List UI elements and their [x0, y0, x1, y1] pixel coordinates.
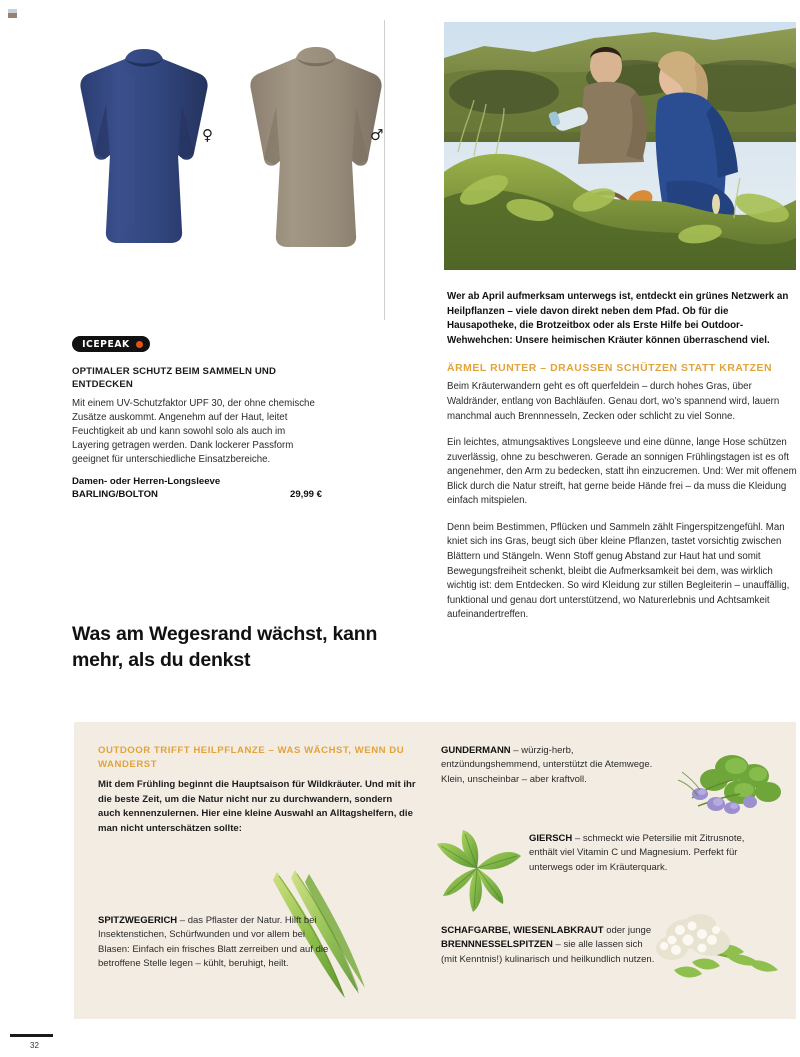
herb-name-spitzwegerich: SPITZWEGERICH [98, 915, 178, 926]
herb-name-giersch: GIERSCH [529, 833, 573, 844]
vertical-divider [384, 20, 385, 320]
product-price: 29,99 € [289, 488, 322, 500]
schafgarbe-plant-illustration [652, 912, 784, 1004]
male-symbol-icon: ♂ [370, 126, 384, 144]
herb-name-brennnesselspitzen: BRENNNESSELSPITZEN [441, 939, 553, 951]
product-photo-area [60, 20, 430, 320]
article-paragraph-1: Beim Kräuterwandern geht es oft querfeldein – durch hohes Gras, über Waldränder, entlang von Bachläufen. Genau dort, wo’s spannend wird, lauern manchmal auch Brennnesseln, Zecken oder schlicht zu viel Sonne. [447, 381, 780, 422]
herb-item-giersch [529, 832, 749, 875]
page-number: 32 [30, 1041, 39, 1050]
herb-panel-intro: Mit dem Frühling beginnt die Hauptsaison für Wildkräuter. Und mit ihr die beste Zeit, um die Natur nicht nur zu durchwandern, sondern auch kennenzulernen. Hier eine kleine Auswahl an Alltagshelfern, die man nicht unterschätzen sollte: [98, 779, 416, 834]
product-name-line2: BARLING/BOLTON [72, 488, 158, 500]
herb-text-schafgarbe: – sie alle lassen sich (mit Kenntnis!) kulinarisch und heilkundlich nutzen. [441, 939, 655, 965]
icepeak-logo-dot-icon [136, 341, 143, 348]
herb-text-giersch: – schmeckt wie Petersilie mit Zitrusnote, enthält viel Vitamin C und Magnesium. Perfekt für unterwegs oder im Kräuterquark. [529, 833, 745, 873]
footer-rule [10, 1034, 53, 1037]
gundermann-plant-illustration [674, 750, 786, 828]
article-column [447, 290, 797, 623]
herb-name-gundermann: GUNDERMANN [441, 745, 511, 756]
herb-mid-schafgarbe: oder junge [603, 925, 652, 936]
herb-panel-kicker: OUTDOOR TRIFFT HEILPFLANZE – WAS WÄCHST, WENN DU WANDERST [98, 745, 405, 770]
herb-name-schafgarbe: SCHAFGARBE, WIESENLABKRAUT [441, 925, 604, 936]
product-name-line1: Damen- oder Herren-Longsleeve [72, 475, 221, 487]
mens-longsleeve-photo [238, 43, 393, 265]
product-description: Mit einem UV-Schutzfaktor UPF 30, der ohne chemische Zusätze auskommt. Angenehm auf der Haut, leitet Feuchtigkeit ab und kann sowohl solo als auch im Layering getragen werden. Dank lockerer Passform geeignet für unterschiedliche Einsatzbereiche. [72, 398, 315, 465]
giersch-plant-illustration [429, 830, 525, 916]
article-lede: Wer ab April aufmerksam unterwegs ist, entdeckt ein grünes Netzwerk an Heilpflanzen – viele davon direkt neben dem Pfad. Ob für die Hausapotheke, die Brotzeitbox oder als Erste Hilfe bei Outdoor-Wehwehchen: Unsere heimischen Kräuter können überraschend viel. [447, 291, 789, 347]
icepeak-logo-text: ICEPEAK [82, 338, 130, 350]
herb-item-spitzwegerich [98, 914, 336, 971]
herb-item-schafgarbe [441, 924, 659, 967]
article-paragraph-3: Denn beim Bestimmen, Pflücken und Sammeln zählt Fingerspitzengefühl. Man kniet sich ins Gras, beugt sich über kleine Pflanzen, tastet vorsichtig zwischen Blättern und Stängeln. Wenn Stoff genug Abstand zur Haut hat und somit Bewegungsfreiheit schenkt, bleibt die Aufmerksamkeit bei dem, was wirklich wichtig ist: dem Entdecken. So wird Kleidung zur stillen Begleiterin – unauffällig, funktional und genau dort unterstützend, wo Naturerlebnis und Achtsamkeit aufeinandertreffen. [447, 521, 790, 621]
herb-text-gundermann: – würzig-herb, entzündungshemmend, unterstützt die Atemwege. Klein, unscheinbar – aber kraftvoll. [441, 745, 653, 785]
female-symbol-icon: ♀ [202, 126, 213, 144]
foraging-couple-photo [444, 22, 796, 270]
article-section-kicker: ÄRMEL RUNTER – DRAUSSEN SCHÜTZEN STATT KRATZEN [447, 362, 773, 374]
womens-longsleeve-photo [70, 45, 220, 265]
herb-panel [74, 722, 796, 1019]
article-paragraph-2: Ein leichtes, atmungsaktives Longsleeve und eine dünne, lange Hose schützen zuverlässig, ohne zu beschweren. Gerade an sonnigen Frühlingstagen ist es oft angenehmer, den Arm zu bedecken, statt ihn einzucremen. Und: Wer mit offenem Blick durch die Natur streift, hat gerne beide Hände frei – da muss die Kleidung einfach mitspielen. [447, 437, 797, 507]
herb-item-gundermann [441, 744, 659, 787]
icepeak-logo [72, 336, 150, 352]
product-kicker: OPTIMALER SCHUTZ BEIM SAMMELN UND ENTDECKEN [72, 366, 277, 390]
corner-thumbnail-marker [8, 9, 17, 18]
product-copy-column [72, 366, 322, 500]
herb-text-spitzwegerich: – das Pflaster der Natur. Hilft bei Insektenstichen, Schürfwunden und vor allem bei Blasen: Einfach ein frisches Blatt zerreiben und auf die betroffene Stelle legen – kühlt, beruhigt, heilt. [98, 915, 329, 969]
page-headline: Was am Wegesrand wächst, kann mehr, als du denkst [72, 623, 378, 671]
